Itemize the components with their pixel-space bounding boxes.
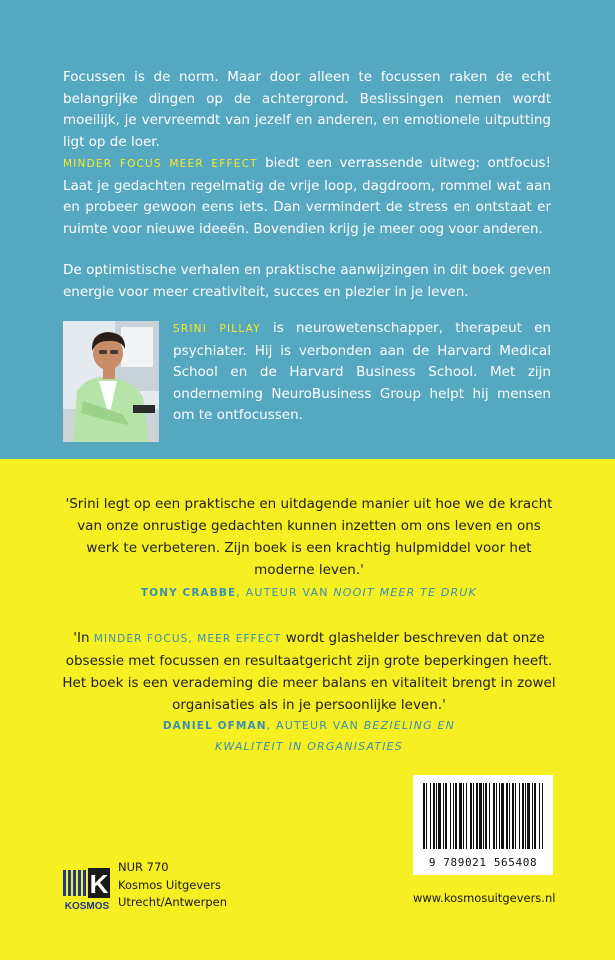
- barcode-bar: [489, 783, 490, 849]
- barcode-bar: [426, 783, 427, 849]
- barcode-bar: [532, 783, 533, 849]
- publisher-name: Kosmos Uitgevers: [118, 877, 221, 892]
- quote-1-attribution: [60, 583, 558, 603]
- barcode-bar: [423, 783, 425, 849]
- barcode-bar: [525, 783, 526, 849]
- barcode-bar: [445, 783, 447, 849]
- barcode-bar: [476, 783, 478, 849]
- publisher-website: www.kosmosuitgevers.nl: [413, 891, 556, 905]
- quote-1-text: 'Srini legt op een praktische en uitdagende manier uit hoe we de kracht van onze onrustige gedachten kunnen inzetten om ons leven en ons werk te verbeteren. Zijn boek is een krachtig hulpmiddel voor het moderne leven.': [65, 496, 553, 578]
- author-bio-text: is neurowetenschapper, therapeut en psychiater. Hij is verbonden aan de Harvard Medical School en de Harvard Business School. Met zijn onderneming NeuroBusiness Group helpt hij mensen om te ontfocussen.: [173, 320, 551, 423]
- barcode-bar: [459, 783, 462, 849]
- blurb-panel: [0, 0, 615, 459]
- barcode-bar: [463, 783, 464, 849]
- barcode-bar: [453, 783, 454, 849]
- barcode-bar: [455, 783, 457, 849]
- quote-2-text: [60, 627, 558, 716]
- barcode-bar: [509, 783, 510, 849]
- barcode-bar: [519, 783, 520, 849]
- logo-letter: K: [89, 869, 109, 899]
- barcode-bar: [433, 783, 435, 849]
- barcode-bar: [443, 783, 444, 849]
- barcode-bar: [450, 783, 451, 849]
- barcode-bar: [534, 783, 536, 849]
- barcode-bar: [483, 783, 484, 849]
- barcode-bar: [466, 783, 467, 849]
- logo-wordmark: KOSMOS: [64, 901, 110, 912]
- barcode-bar: [501, 783, 504, 849]
- barcode-bar: [430, 783, 431, 849]
- publisher-city: Utrecht/Antwerpen: [118, 895, 228, 909]
- barcode-bar: [506, 783, 508, 849]
- author-bio: [173, 318, 551, 427]
- barcode-bar: [479, 783, 482, 849]
- quote-1-work: NOOIT MEER TE DRUK: [333, 586, 478, 599]
- quote-2-role: , AUTEUR VAN: [266, 719, 364, 732]
- quote-2-text-start: 'In: [73, 630, 94, 646]
- barcode-bar: [436, 783, 437, 849]
- kosmos-logo: [63, 868, 111, 912]
- quote-2-work-line-1: BEZIELING EN: [363, 719, 456, 732]
- intro-paragraph-2-text: biedt een verrassende uitweg: ontfocus! Laat je gedachten regelmatig de vrije loop, dagdroom, rommel wat aan en probeer gewoon eens iets. Dan vermindert de stress en ontstaat er ruimte voor nieuwe ideeën. Bovendien krijg je meer oog voor anderen.: [63, 155, 551, 237]
- barcode-digits: 9 789021 565408: [428, 856, 538, 869]
- barcode-bar: [473, 783, 474, 849]
- author-name: SRINI PILLAY: [173, 323, 261, 335]
- barcode-bar: [539, 783, 540, 849]
- barcode-bar: [496, 783, 497, 849]
- intro-paragraph-1: Focussen is de norm. Maar door alleen te focussen raken de echt belangrijke dingen op de achtergrond. Beslissingen nemen wordt moeilijk, je vervreemdt van jezelf en anderen, en emotionele uitputting ligt op de loer.: [63, 69, 551, 150]
- quote-2-attribution: [60, 716, 558, 736]
- barcode-bar: [470, 783, 472, 849]
- quote-2-author: DANIEL OFMAN: [162, 720, 267, 732]
- quote-2-work-line-2: KWALITEIT IN ORGANISATIES: [215, 740, 403, 753]
- nur-code: NUR 770: [118, 860, 169, 874]
- quote-1-author: TONY CRABBE: [140, 587, 237, 599]
- barcode-bar: [522, 783, 524, 849]
- barcode-bar: [527, 783, 530, 849]
- book-title-highlight: MINDER FOCUS MEER EFFECT: [63, 158, 258, 170]
- barcode-bar: [542, 783, 543, 849]
- quote-1-role: , AUTEUR VAN: [236, 586, 334, 599]
- intro-paragraph-3: De optimistische verhalen en praktische aanwijzingen in dit boek geven energie voor meer creativiteit, succes en plezier in je leven.: [63, 262, 551, 300]
- author-photo: [63, 321, 159, 442]
- barcode-bar: [499, 783, 500, 849]
- barcode: [413, 775, 553, 875]
- barcode-bar: [485, 783, 487, 849]
- barcode-bar: [512, 783, 514, 849]
- barcode-bar: [515, 783, 516, 849]
- quote-2-text-end: wordt glashelder beschreven dat onze obsessie met focussen en resultaatgericht zijn grote beperkingen heeft. Het boek is een verademing die meer balans en vitaliteit brengt in zowel organisaties als in je persoonlijke leven.': [62, 630, 556, 713]
- quote-2-book-title: MINDER FOCUS, MEER EFFECT: [93, 633, 282, 645]
- intro-paragraph-2: [63, 153, 551, 240]
- quote-2-attribution-line-2: [60, 737, 558, 757]
- publisher-info: [118, 859, 227, 912]
- barcode-bar: [438, 783, 441, 849]
- barcode-bar: [493, 783, 495, 849]
